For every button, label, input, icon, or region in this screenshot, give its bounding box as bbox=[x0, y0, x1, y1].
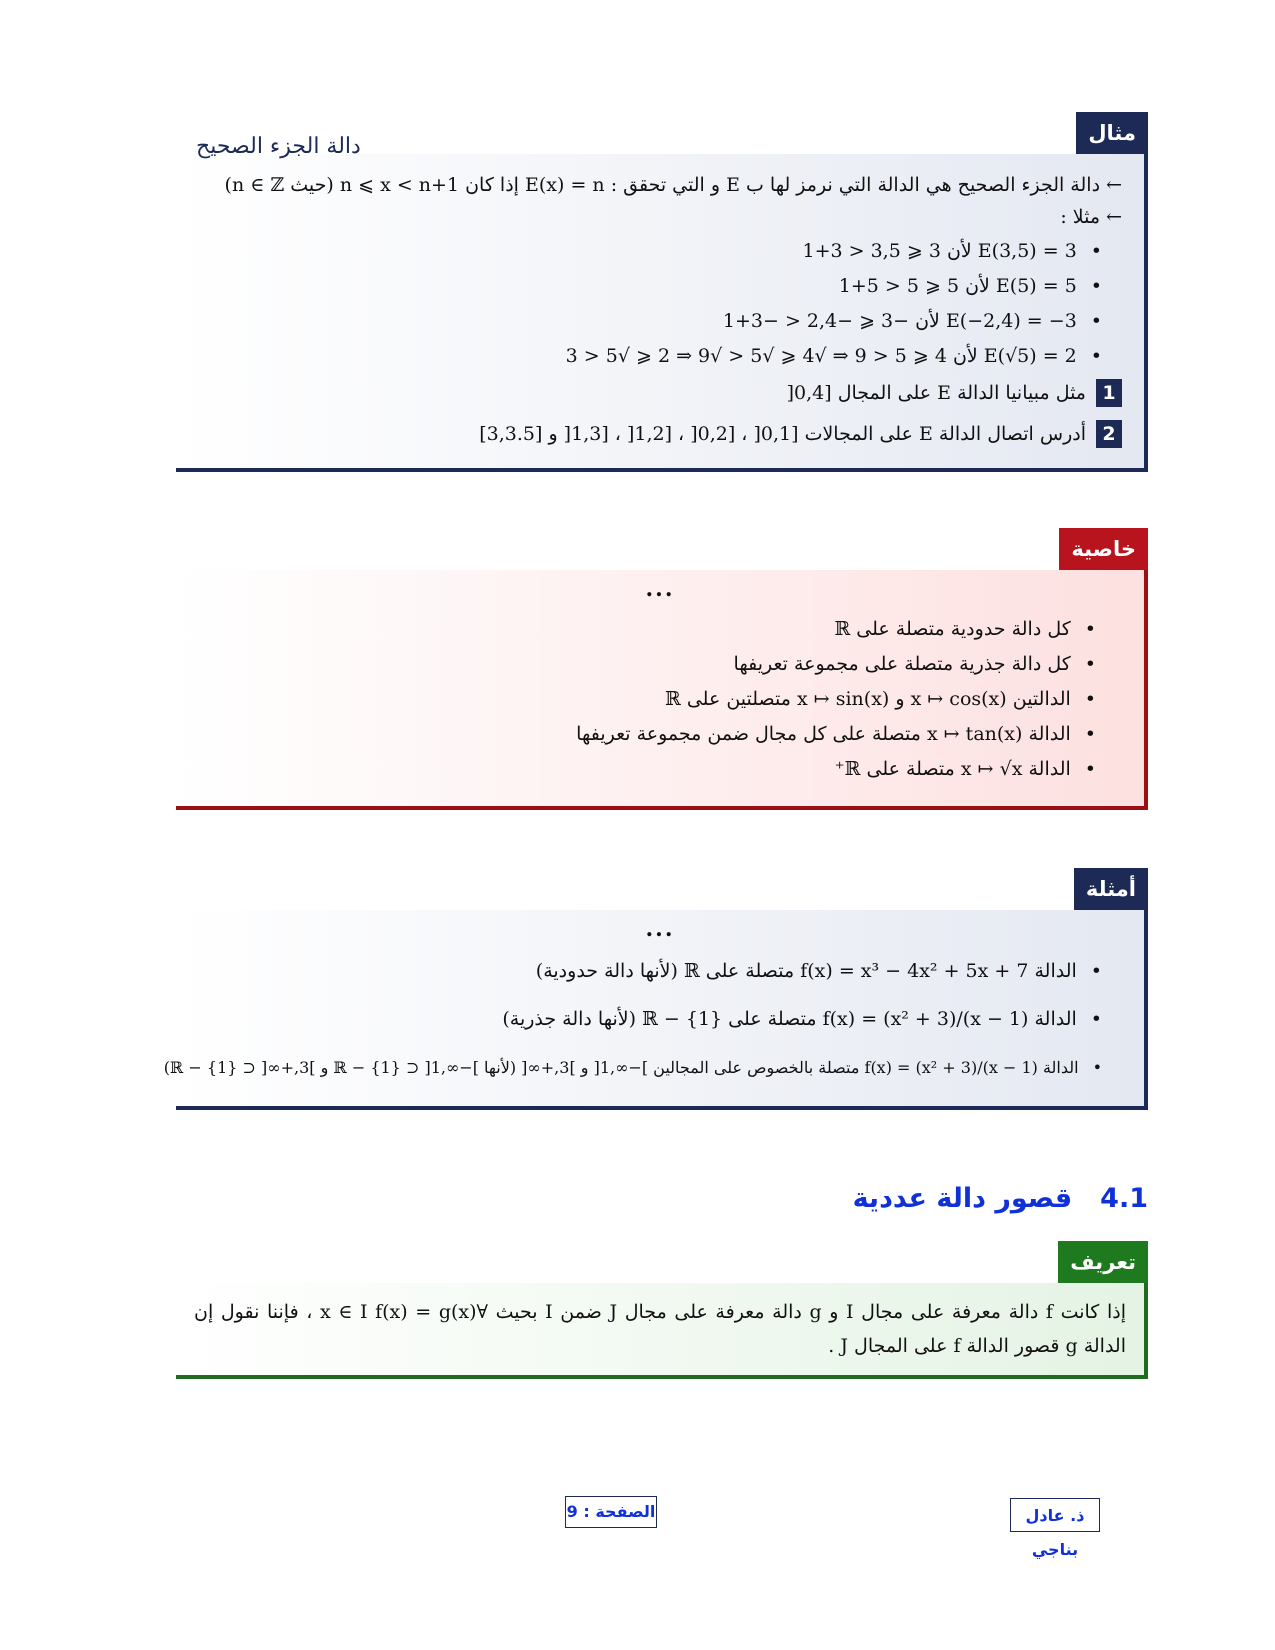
examples-box bbox=[163, 877, 1148, 1110]
property-frame bbox=[176, 570, 1148, 810]
ellipsis: ... bbox=[645, 576, 675, 602]
examples-item: • الدالة f(x) = (x² + 3)/(x − 1) متصلة على ℝ − {1} (لأنها دالة جذرية) bbox=[502, 1008, 1102, 1030]
definition-text: إذا كانت f دالة معرفة على مجال I و g دالة معرفة على مجال J ضمن I بحيث ∀x ∈ I f(x) = g(x) ، فإننا نقول إن الدالة g قصور الدالة f على المجال J . bbox=[194, 1301, 1126, 1357]
question-1 bbox=[787, 379, 1122, 407]
property-box bbox=[176, 537, 1148, 810]
section-heading bbox=[853, 1183, 1148, 1214]
example-item: • E(√5) = 2 لأن 4 ⩽ 5 < 9 ⇒ √4 ⩽ √5 < √9 ⇒ 2 ⩽ √5 < 3 bbox=[566, 345, 1102, 367]
example-frame bbox=[176, 134, 1148, 472]
property-item: • الدالة x ↦ tan(x) متصلة على كل مجال ضمن مجموعة تعريفها bbox=[576, 723, 1096, 745]
property-tag: خاصية bbox=[1059, 528, 1148, 570]
definition-box bbox=[176, 1250, 1148, 1379]
example-box bbox=[176, 121, 1148, 472]
example-line-1: ← دالة الجزء الصحيح هي الدالة التي نرمز لها ب E و التي تحقق : E(x) = n إذا كان n ⩽ x < n+1 (حيث n ∈ ℤ) bbox=[224, 174, 1122, 196]
definition-frame bbox=[176, 1283, 1148, 1379]
examples-item: • الدالة f(x) = x³ − 4x² + 5x + 7 متصلة على ℝ (لأنها دالة حدودية) bbox=[536, 960, 1102, 982]
examples-frame bbox=[163, 910, 1148, 1110]
question-text: أدرس اتصال الدالة E على المجالات [0,1[ ، [0,2[ ، [1,2[ ، [1,3[ و [3,3.5] bbox=[479, 423, 1086, 445]
property-item: • الدالة x ↦ √x متصلة على ℝ⁺ bbox=[835, 758, 1096, 780]
question-number: 2 bbox=[1096, 420, 1122, 448]
example-item: • E(5) = 5 لأن 5 ⩽ 5 < 5+1 bbox=[839, 275, 1102, 297]
property-item: • كل دالة جذرية متصلة على مجموعة تعريفها bbox=[734, 653, 1096, 675]
question-text: مثل مبيانيا الدالة E على المجال [0,4[ bbox=[786, 382, 1086, 404]
examples-item: • الدالة f(x) = (x² + 3)/(x − 1) متصلة بالخصوص على المجالين ]−∞,1[ و ]3,+∞[ (لأنها ]−∞,1[ ⊂ ℝ − {1} و ]3,+∞[ ⊂ ℝ − {1}) bbox=[164, 1058, 1102, 1077]
example-tag: مثال bbox=[1076, 112, 1148, 154]
section-title: قصور دالة عددية bbox=[852, 1183, 1073, 1214]
examples-tag: أمثلة bbox=[1074, 868, 1148, 910]
footer-author: ذ. عادل بناجي bbox=[1010, 1498, 1100, 1532]
example-title: دالة الجزء الصحيح bbox=[196, 134, 361, 159]
property-item: • كل دالة حدودية متصلة على ℝ bbox=[834, 618, 1096, 640]
example-item: • E(−2,4) = −3 لأن −3 ⩽ −2,4 < −3+1 bbox=[723, 310, 1102, 332]
footer-page-number: الصفحة : 9 bbox=[565, 1496, 657, 1528]
question-2 bbox=[479, 420, 1122, 448]
question-number: 1 bbox=[1096, 379, 1122, 407]
example-item: • E(3,5) = 3 لأن 3 ⩽ 3,5 < 3+1 bbox=[802, 240, 1102, 262]
example-line-2: ← مثلا : bbox=[1060, 206, 1122, 228]
definition-tag: تعريف bbox=[1058, 1241, 1148, 1283]
section-number: 4.1 bbox=[1100, 1183, 1148, 1214]
property-item: • الدالتين x ↦ cos(x) و x ↦ sin(x) متصلتين على ℝ bbox=[665, 688, 1096, 710]
ellipsis: ... bbox=[645, 916, 675, 942]
